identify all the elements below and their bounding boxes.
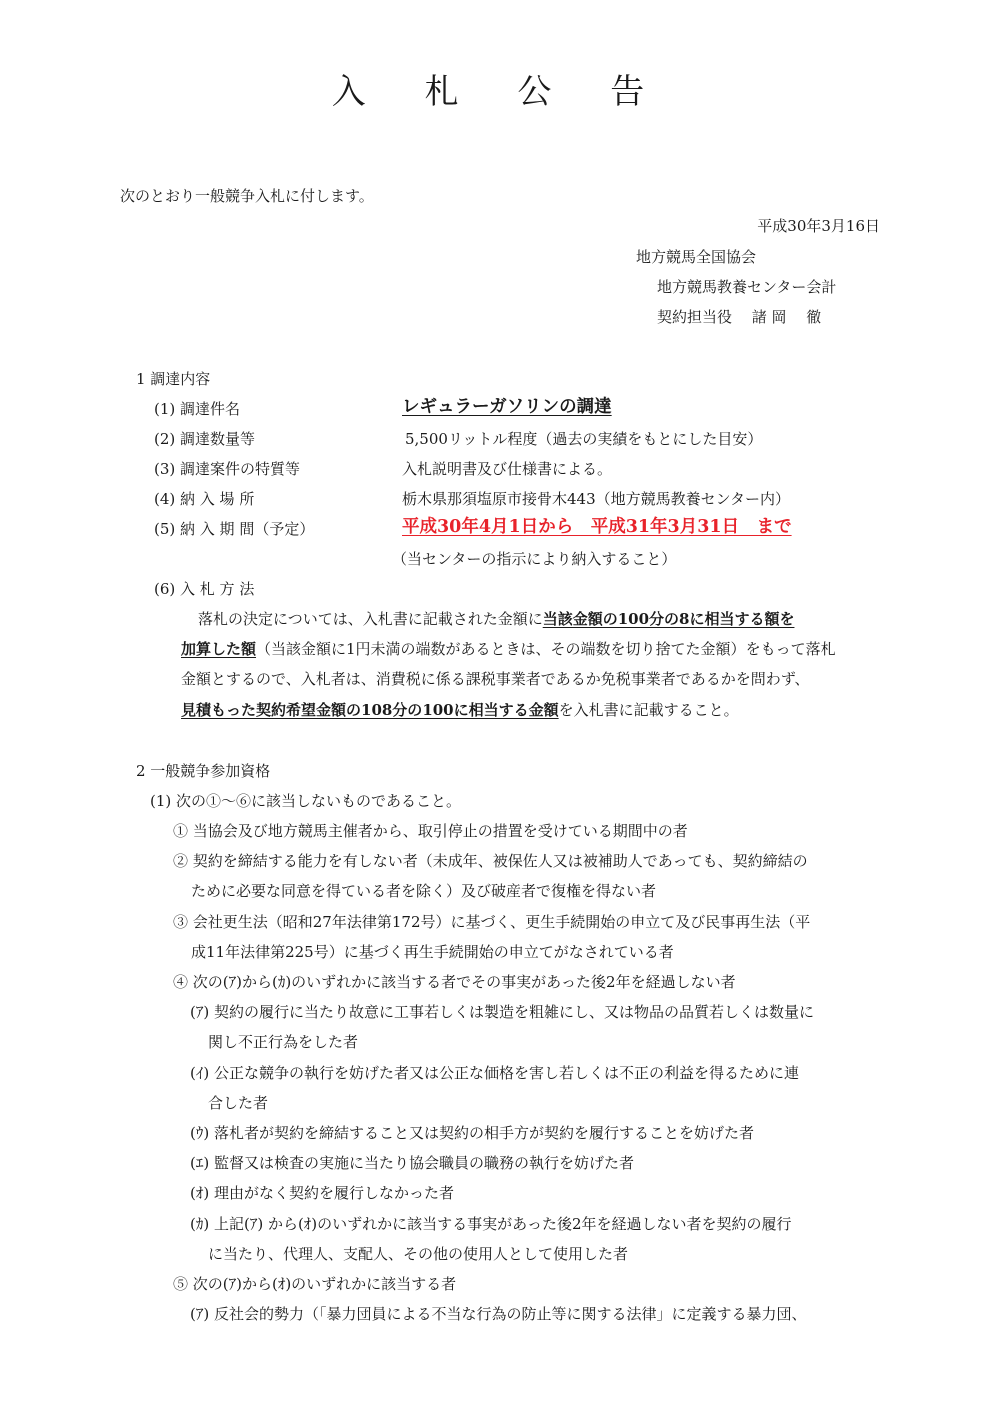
condition-3-line2: 成11年法律第225号）に基づく再生手続開始の申立てがなされている者 <box>191 943 674 961</box>
issuer-org: 地方競馬全国協会 <box>636 248 757 266</box>
item5-label: (5) 納 入 期 間（予定） <box>154 520 315 538</box>
item2-value: 5,500リットル程度（過去の実績をもとにした目安） <box>405 430 763 448</box>
condition-5: ⑤ 次の(ｱ)から(ｵ)のいずれかに該当する者 <box>173 1275 457 1293</box>
sub-a6-line2: に当たり、代理人、支配人、その他の使用人として使用した者 <box>208 1245 629 1263</box>
method-emphasis-1: 当該金額の100分の8に相当する額を <box>542 610 795 628</box>
method-line3: 金額とするので、入札者は、消費税に係る課税事業者であるか免税事業者であるかを問わず、 <box>181 670 810 688</box>
qualification-intro: (1) 次の①～⑥に該当しないものであること。 <box>150 792 462 810</box>
section1-heading: 1 調達内容 <box>136 370 211 388</box>
sub-a2-line1: (ｲ) 公正な競争の執行を妨げた者又は公正な価格を害し若しくは不正の利益を得るために連 <box>190 1064 799 1082</box>
item3-value: 入札説明書及び仕様書による。 <box>402 460 613 478</box>
item4-label: (4) 納 入 場 所 <box>154 490 255 508</box>
condition-2-line2: ために必要な同意を得ている者を除く）及び破産者で復権を得ない者 <box>191 882 657 900</box>
sub-a2-line2: 合した者 <box>208 1094 269 1112</box>
item5-value: 平成30年4月1日から 平成31年3月31日 まで <box>402 517 792 537</box>
method-line4: 見積もった契約希望金額の108分の100に相当する金額を入札書に記載すること。 <box>181 701 739 719</box>
item1-value: レギュラーガソリンの調達 <box>402 397 612 417</box>
method-label: (6) 入 札 方 法 <box>154 580 255 598</box>
item4-value: 栃木県那須塩原市接骨木443（地方競馬教養センター内） <box>402 490 791 508</box>
method-emphasis-2: 加算した額 <box>181 640 257 658</box>
method-emphasis-3: 見積もった契約希望金額の108分の100に相当する金額 <box>181 701 559 719</box>
method-line2: 加算した額（当該金額に1円未満の端数があるときは、その端数を切り捨てた金額）をもって落札 <box>181 640 836 658</box>
condition-4: ④ 次の(ｱ)から(ｶ)のいずれかに該当する者でその事実があった後2年を経過しない者 <box>173 973 736 991</box>
item1-label: (1) 調達件名 <box>154 400 241 418</box>
item5-note: （当センターの指示により納入すること） <box>392 550 677 568</box>
item2-label: (2) 調達数量等 <box>154 430 256 448</box>
sub-a5: (ｵ) 理由がなく契約を履行しなかった者 <box>190 1184 454 1202</box>
method-line1: 落札の決定については、入札書に記載された金額に当該金額の100分の8に相当する額を <box>198 610 795 628</box>
issuer-officer: 契約担当役 諸 岡 徹 <box>657 308 822 326</box>
notice-date: 平成30年3月16日 <box>757 217 880 235</box>
sub-a4: (ｴ) 監督又は検査の実施に当たり協会職員の職務の執行を妨げた者 <box>190 1154 634 1172</box>
section2-heading: 2 一般競争参加資格 <box>136 762 271 780</box>
sub-b1-line1: (ｱ) 反社会的勢力（「暴力団員による不当な行為の防止等に関する法律」に定義する暴力団、 <box>190 1305 807 1323</box>
sub-a3: (ｳ) 落札者が契約を締結すること又は契約の相手方が契約を履行することを妨げた者 <box>190 1124 754 1142</box>
condition-1: ① 当協会及び地方競馬主催者から、取引停止の措置を受けている期間中の者 <box>173 822 688 840</box>
sub-a1-line1: (ｱ) 契約の履行に当たり故意に工事若しくは製造を粗雑にし、又は物品の品質若しくは数量に <box>190 1003 814 1021</box>
sub-a1-line2: 関し不正行為をした者 <box>208 1033 359 1051</box>
item3-label: (3) 調達案件の特質等 <box>154 460 301 478</box>
sub-a6-line1: (ｶ) 上記(ｱ) から(ｵ)のいずれかに該当する事実があった後2年を経過しない者を契約の履行 <box>190 1215 792 1233</box>
condition-2-line1: ② 契約を締結する能力を有しない者（未成年、被保佐人又は被補助人であっても、契約締結の <box>173 852 808 870</box>
page-title: 入 札 公 告 <box>331 72 669 112</box>
condition-3-line1: ③ 会社更生法（昭和27年法律第172号）に基づく、更生手続開始の申立て及び民事再生法（平 <box>173 913 811 931</box>
intro-text: 次のとおり一般競争入札に付します。 <box>120 187 374 205</box>
issuer-dept: 地方競馬教養センター会計 <box>657 278 837 296</box>
